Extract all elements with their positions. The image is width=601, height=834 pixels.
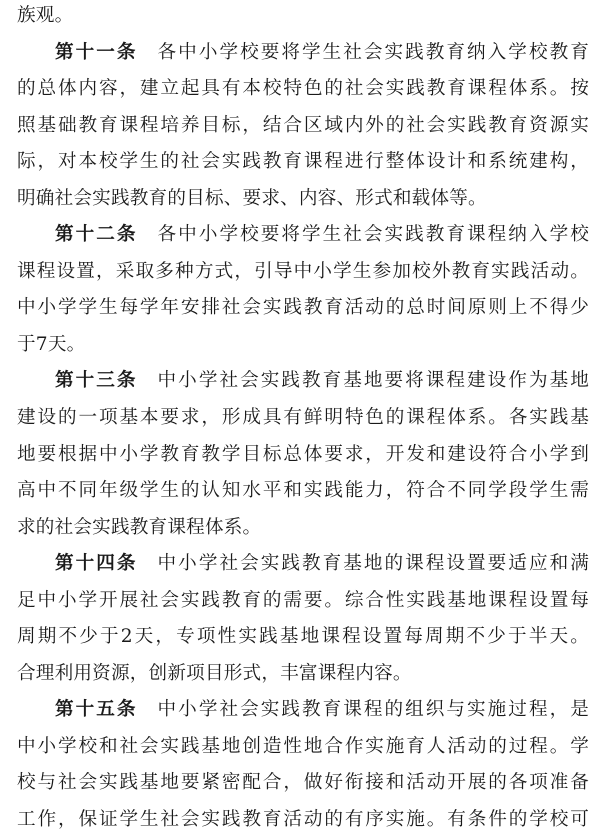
article-11-first-line [55,41,589,65]
text-line: 明确社会实践教育的目标、要求、内容、形式和载体等。 [17,188,487,209]
article-14-first-line [55,552,589,576]
text-segment: 中小学社会实践教育课程的组织与实施过程，是 [157,699,590,720]
text-line: 建设的一项基本要求，形成具有鲜明特色的课程体系。各实践基 [17,407,589,428]
text-segment: 中小学社会实践教育基地要将课程建设作为基地 [157,370,590,391]
article-12-first-line [55,223,589,247]
text-segment: 各中小学校要将学生社会实践教育纳入学校教育 [157,42,590,63]
article-15-first-line [55,698,589,722]
text-segment: 中小学社会实践教育基地的课程设置要适应和满 [157,553,590,574]
text-line: 合理利用资源，创新项目形式，丰富课程内容。 [17,663,412,684]
text-line: 中小学学生每学年安排社会实践教育活动的总时间原则上不得少 [17,297,589,318]
text-line: 求的社会实践教育课程体系。 [17,517,262,538]
article-13-first-line [55,369,589,393]
article-15-heading: 第十五条 [55,699,138,720]
text-line: 地要根据中小学教育教学目标总体要求，开发和建设符合小学到 [17,444,589,465]
text-line: 周期不少于2天，专项性实践基地课程设置每周期不少于半天。 [17,626,589,647]
text-line: 照基础教育课程培养目标，结合区域内外的社会实践教育资源实 [17,115,589,136]
text-line: 课程设置，采取多种方式，引导中小学生参加校外教育实践活动。 [17,261,589,282]
article-11-heading: 第十一条 [55,42,138,63]
text-line: 中小学校和社会实践基地创造性地合作实施育人活动的过程。学 [17,736,589,757]
text-line: 高中不同年级学生的认知水平和实践能力，符合不同学段学生需 [17,480,589,501]
text-line: 于7天。 [17,334,86,355]
text-line: 工作，保证学生社会实践教育活动的有序实施。有条件的学校可 [17,809,589,830]
text-line: 足中小学开展社会实践教育的需要。综合性实践基地课程设置每 [17,590,589,611]
text-line: 的总体内容，建立起具有本校特色的社会实践教育课程体系。按 [17,78,589,99]
text-segment: 各中小学校要将学生社会实践教育课程纳入学校 [157,224,590,245]
article-12-heading: 第十二条 [55,224,138,245]
article-14-heading: 第十四条 [55,553,138,574]
article-13-heading: 第十三条 [55,370,138,391]
text-line: 族观。 [17,5,74,26]
text-line: 校与社会实践基地要紧密配合，做好衔接和活动开展的各项准备 [17,772,589,793]
text-line: 际，对本校学生的社会实践教育课程进行整体设计和系统建构， [17,151,589,172]
